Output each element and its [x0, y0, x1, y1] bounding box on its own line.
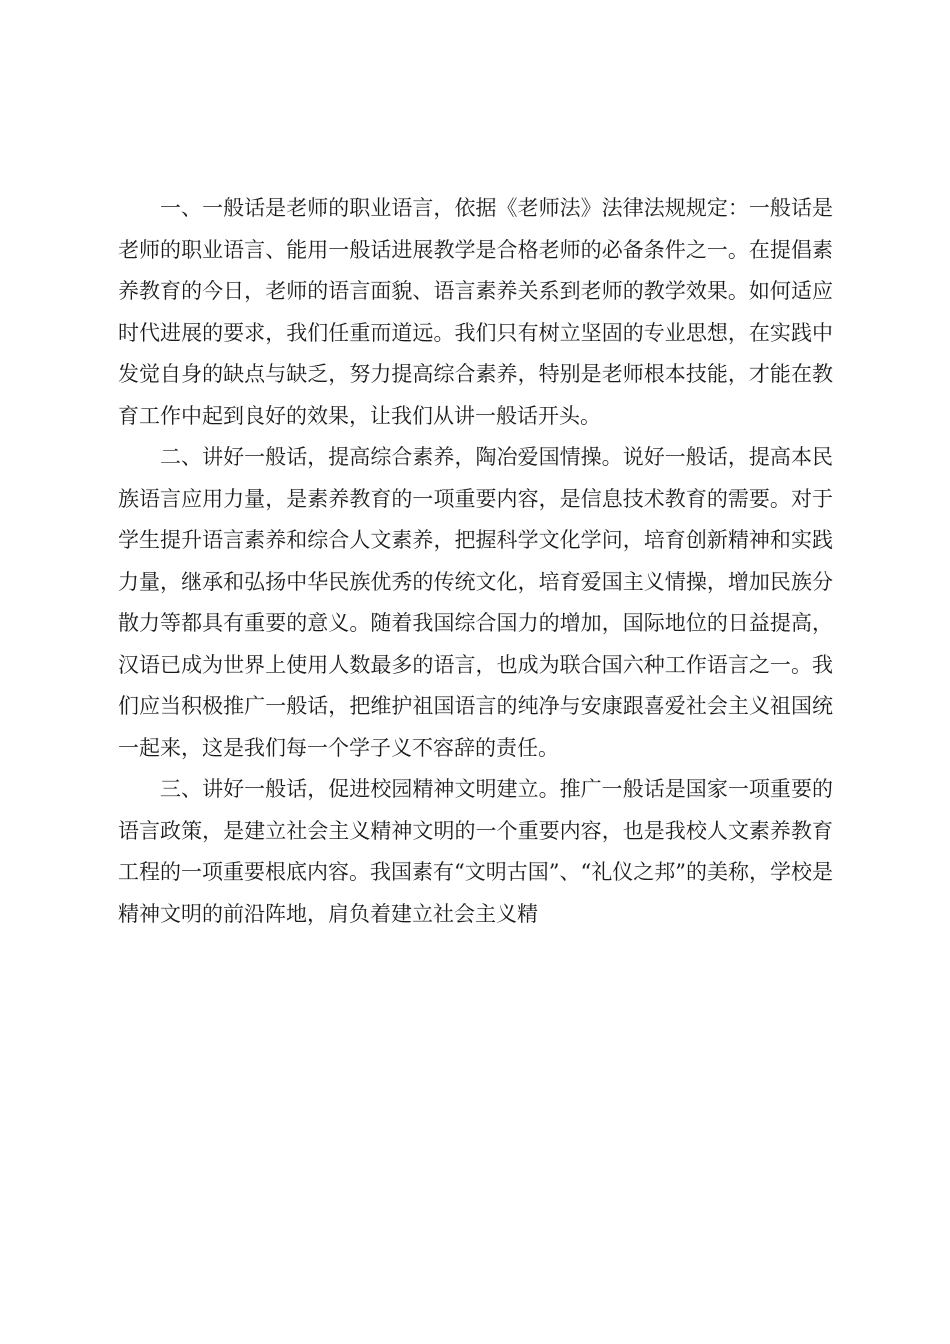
paragraph-2: 二、讲好一般话，提高综合素养，陶冶爱国情操。说好一般话，提高本民族语言应用力量，是素养教育的一项重要内容，是信息技术教育的需要。对于学生提升语言素养和综合人文素养，把握科学文化学问，培育创新精神和实践力量，继承和弘扬中华民族优秀的传统文化，培育爱国主义情操，增加民族分散力等都具有重要的意义。随着我国综合国力的增加，国际地位的日益提高，汉语已成为世界上使用人数最多的语言，也成为联合国六种工作语言之一。我们应当积极推广一般话，把维护祖国语言的纯净与安康跟喜爱社会主义祖国统一起来，这是我们每一个学子义不容辞的责任。	[118, 445, 833, 760]
paragraph-1: 一、一般话是老师的职业语言，依据《老师法》法律法规规定：一般话是老师的职业语言、能用一般话进展教学是合格老师的必备条件之一。在提倡素养教育的今日，老师的语言面貌、语言素养关系到老师的教学效果。如何适应时代进展的要求，我们任重而道远。我们只有树立坚固的专业思想，在实践中发觉自身的缺点与缺乏，努力提高综合素养，特别是老师根本技能，才能在教育工作中起到良好的效果，让我们从讲一般话开头。	[118, 196, 833, 428]
document-body	[118, 188, 833, 935]
paragraph-3: 三、讲好一般话，促进校园精神文明建立。推广一般话是国家一项重要的语言政策，是建立社会主义精神文明的一个重要内容，也是我校人文素养教育工程的一项重要根底内容。我国素有“文明古国”、“礼仪之邦”的美称，学校是精神文明的前沿阵地，肩负着建立社会主义精	[118, 777, 833, 926]
